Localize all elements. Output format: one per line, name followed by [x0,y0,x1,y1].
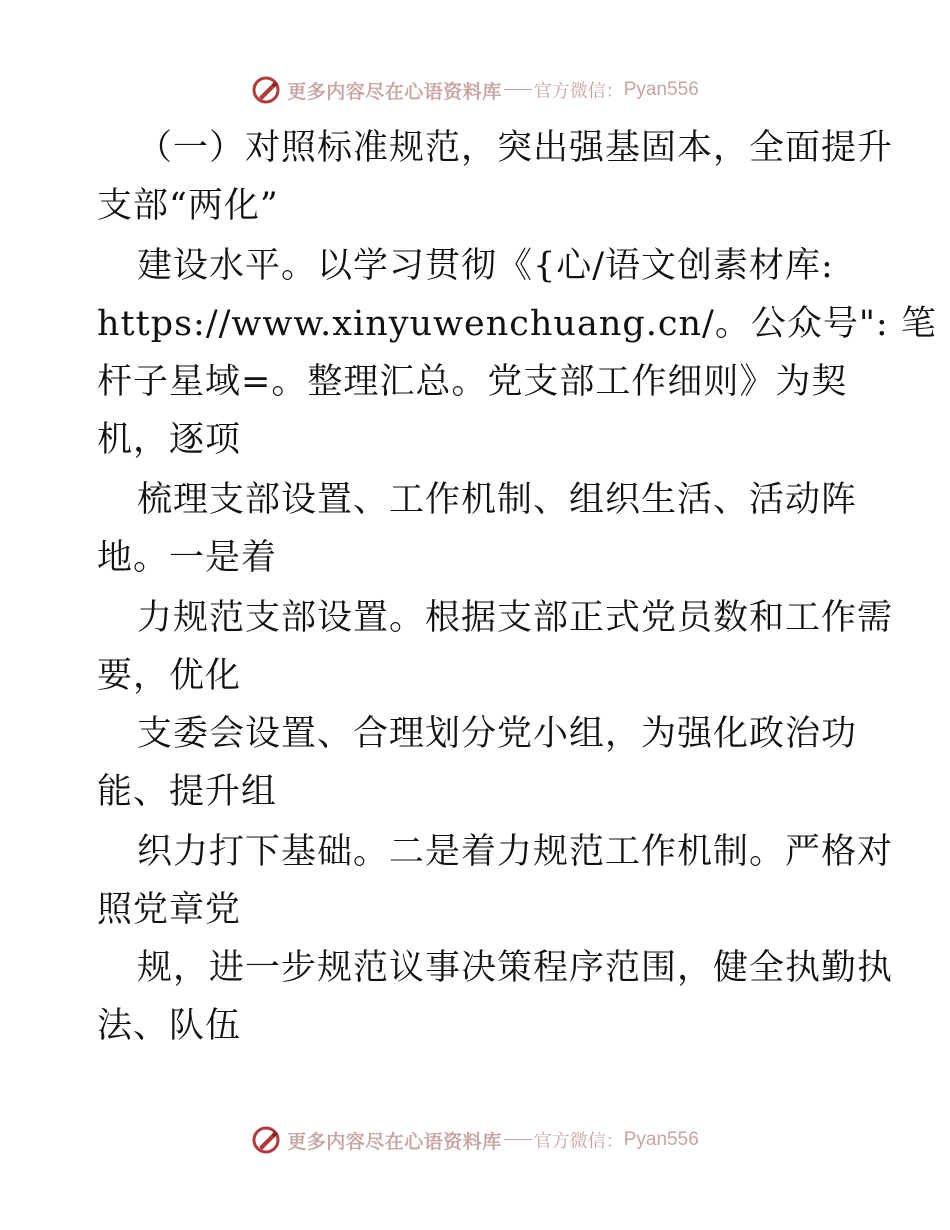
header-sub-text: 官方微信： [533,81,624,102]
header-id-text: Pyan556 [623,79,699,100]
text-line: 织力打下基础。二是着力规范工作机制。严格对 [137,832,894,872]
text-line: 支部“两化” [97,186,279,226]
text-line: 地。一是着 [97,538,278,578]
text-line: 法、队伍 [97,1006,242,1046]
pen-logo-icon [251,75,281,105]
text-line: 机，逐项 [97,420,242,460]
footer-main-text: 更多内容尽在心语资料库 [287,1130,502,1153]
text-line: 要，优化 [97,656,242,696]
text-line: 建设水平。以学习贯彻《{心/语文创素材库: [137,246,834,286]
header-main-text: 更多内容尽在心语资料库 [287,80,502,103]
text-line: 梳理支部设置、工作机制、组织生活、活动阵 [137,480,858,520]
text-line: 杆子星域=。整理汇总。党支部工作细则》为契 [97,362,848,402]
footer-id-text: Pyan556 [623,1129,699,1150]
text-line: 支委会设置、合理划分党小组，为强化政治功 [137,714,858,754]
footer-banner [0,1120,950,1160]
footer-sub-text: 官方微信： [533,1131,624,1152]
header-dash [504,89,532,90]
text-line: 规，进一步规范议事决策程序范围，健全执勤执 [137,948,894,988]
text-line: （一）对照标准规范，突出强基固本，全面提升 [137,128,894,168]
text-line: 力规范支部设置。根据支部正式党员数和工作需 [137,598,894,638]
footer-dash [504,1139,532,1140]
header-banner [0,70,950,110]
pen-logo-icon [251,1125,281,1155]
text-line: https://www.xinyuwenchuang.cn/。公众号": 笔 [97,304,937,344]
text-line: 能、提升组 [97,772,278,812]
text-line: 照党章党 [97,890,242,930]
